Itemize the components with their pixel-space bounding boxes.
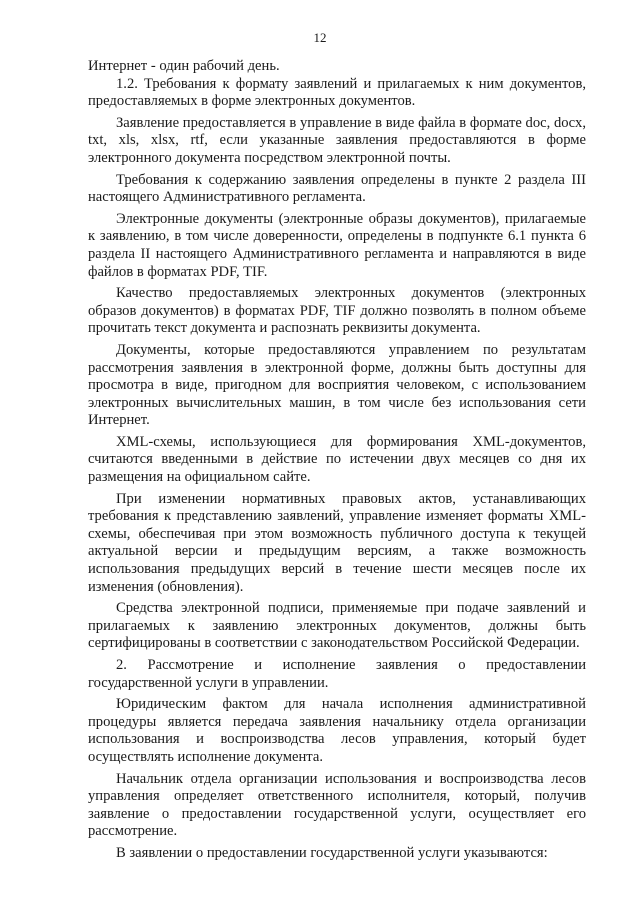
paragraph-2: 1.2. Требования к формату заявлений и прилагаемых к ним документов, предоставляемых в форме электронных документов.	[88, 75, 586, 110]
paragraph-7: Документы, которые предоставляются управлением по результатам рассмотрения заявления в электронной форме, должны быть доступны для просмотра в виде, пригодном для восприятия человеком, с использованием электронных вычислительных машин, в том числе без использования сети Интернет.	[88, 341, 586, 429]
paragraph-5: Электронные документы (электронные образы документов), прилагаемые к заявлению, в том числе доверенности, определены в подпункте 6.1 пункта 6 раздела II настоящего Административного регламента и направляются в виде файлов в форматах PDF, TIF.	[88, 210, 586, 280]
paragraph-3: Заявление предоставляется в управление в виде файла в формате doc, docx, txt, xls, xlsx, rtf, если указанные заявления предоставляются в форме электронного документа посредством электронной почты.	[88, 114, 586, 166]
paragraph-9: При изменении нормативных правовых актов, устанавливающих требования к представлению заявлений, управление изменяет форматы XML-схемы, обеспечивая при этом возможность публичного доступа к текущей актуальной версии и предыдущим версиям, а также возможность использования предыдущих версий в течение шести месяцев после их изменения (обновления).	[88, 490, 586, 595]
paragraph-12: Юридическим фактом для начала исполнения административной процедуры является передача заявления начальнику отдела организации использования и воспроизводства лесов управления, который будет осуществлять исполнение документа.	[88, 696, 586, 765]
page-number: 12	[313, 30, 327, 45]
paragraph-14: В заявлении о предоставлении государственной услуги указываются:	[116, 844, 548, 861]
paragraph-11: 2. Рассмотрение и исполнение заявления о предоставлении государственной услуги в управлении.	[88, 657, 586, 691]
paragraph-8: XML-схемы, использующиеся для формирования XML-документов, считаются введенными в действие по истечении двух месяцев со дня их размещения на официальном сайте.	[88, 433, 586, 486]
document-body	[88, 58, 586, 863]
paragraph-4: Требования к содержанию заявления определены в пункте 2 раздела III настоящего Административного регламента.	[88, 171, 586, 206]
paragraph-6: Качество предоставляемых электронных документов (электронных образов документов) в форматах PDF, TIF должно позволять в полном объеме прочитать текст документа и распознать реквизиты документа.	[88, 285, 586, 337]
paragraph-10: Средства электронной подписи, применяемые при подаче заявлений и прилагаемых к заявлению электронных документов, должны быть сертифицированы в соответствии с законодательством Российской Федерации.	[88, 600, 586, 652]
paragraph-1: Интернет - один рабочий день.	[88, 58, 280, 74]
paragraph-13: Начальник отдела организации использования и воспроизводства лесов управления определяет ответственного исполнителя, который, получив заявление о предоставлении государственной услуги, осуществляет его рассмотрение.	[88, 770, 586, 840]
